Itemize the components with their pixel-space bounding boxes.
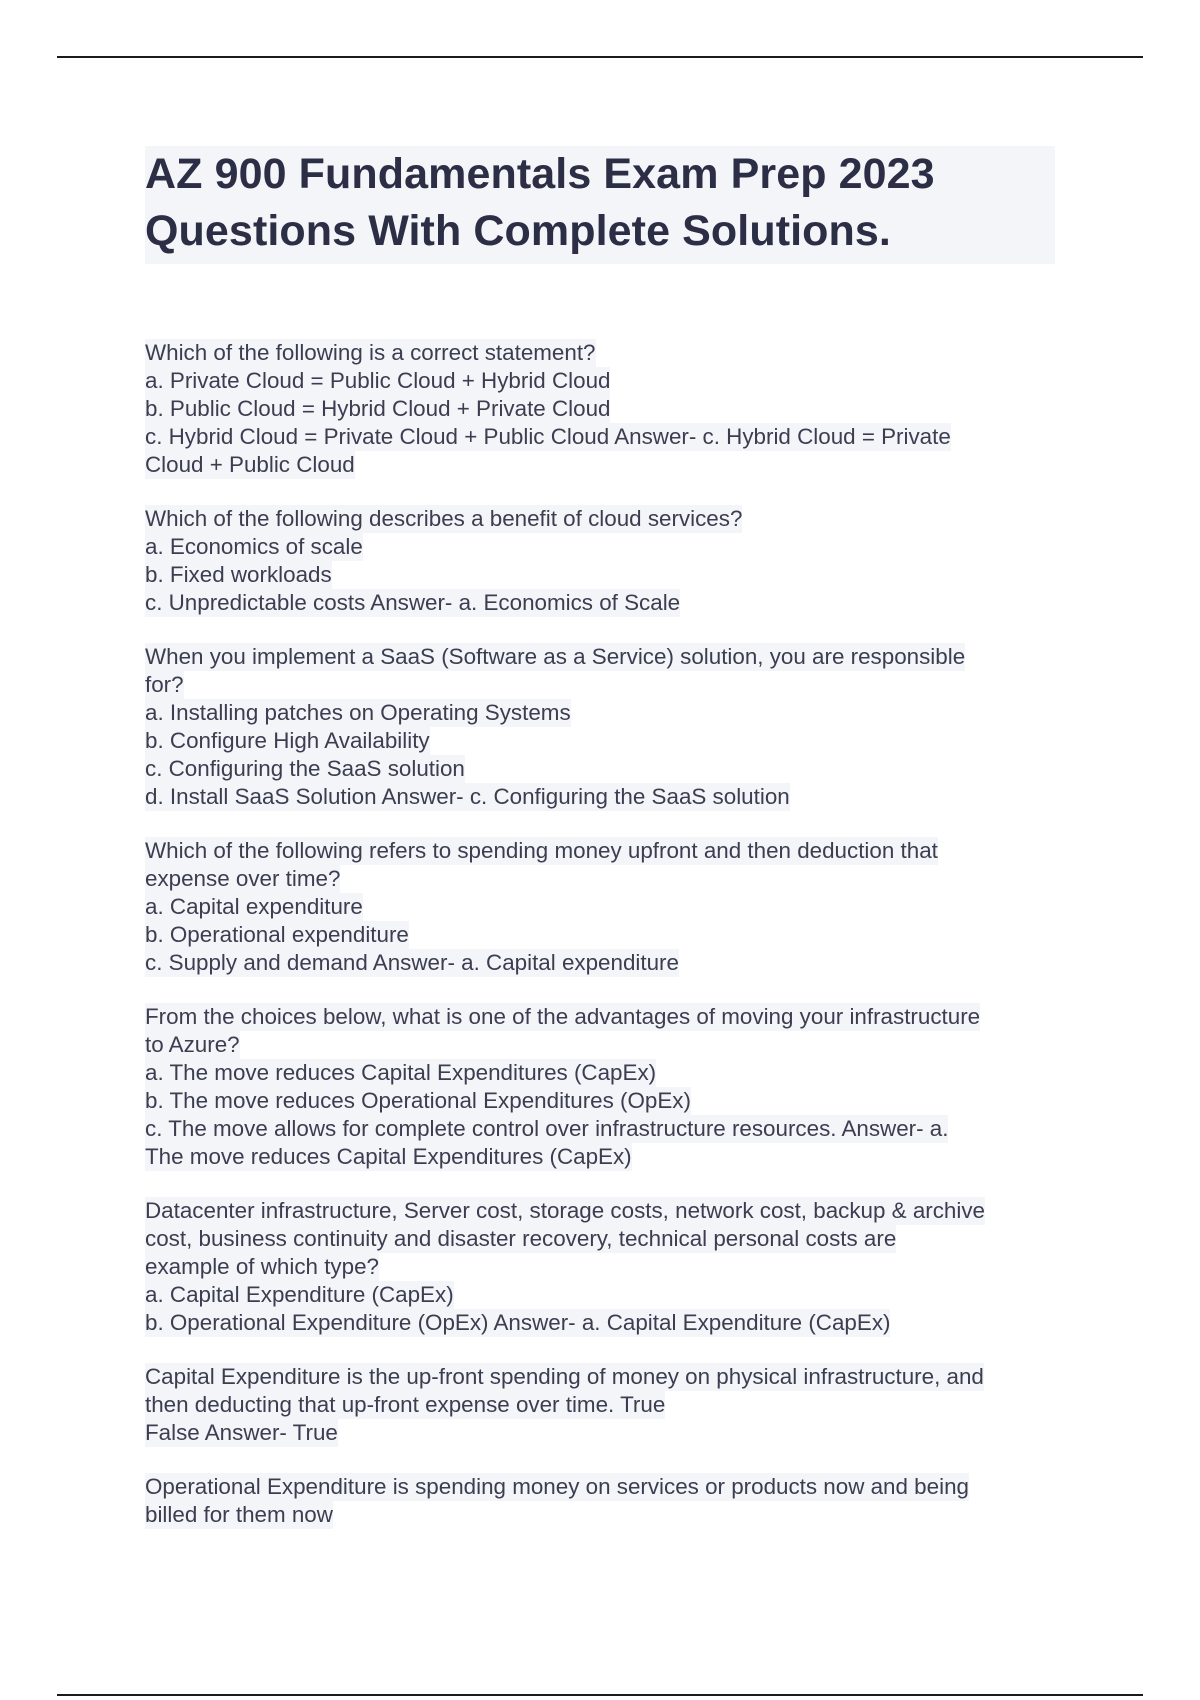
question-line: d. Install SaaS Solution Answer- c. Configuring the SaaS solution [145,784,790,809]
question-block [145,1363,1055,1447]
title-line: AZ 900 Fundamentals Exam Prep 2023 [145,150,935,198]
question-line: Which of the following describes a benefit of cloud services? [145,506,743,531]
question-line: Which of the following is a correct statement? [145,340,596,365]
question-line: Which of the following refers to spending money upfront and then deduction that [145,838,938,863]
question-line: a. Private Cloud = Public Cloud + Hybrid Cloud [145,368,611,393]
question-line: c. Hybrid Cloud = Private Cloud + Public Cloud Answer- c. Hybrid Cloud = Private [145,424,951,449]
question-line: c. Configuring the SaaS solution [145,756,465,781]
question-line: c. Supply and demand Answer- a. Capital expenditure [145,950,679,975]
question-line: When you implement a SaaS (Software as a Service) solution, you are responsible [145,644,966,669]
question-line: example of which type? [145,1254,379,1279]
question-line: c. Unpredictable costs Answer- a. Economics of Scale [145,590,681,615]
question-line: b. Configure High Availability [145,728,430,753]
question-line: b. The move reduces Operational Expenditures (OpEx) [145,1088,691,1113]
footer-rule [57,1694,1143,1696]
question-line: a. Economics of scale [145,534,363,559]
question-block [145,837,1055,977]
question-line: Capital Expenditure is the up-front spending of money on physical infrastructure, and [145,1364,984,1389]
question-line: b. Fixed workloads [145,562,332,587]
question-line: Operational Expenditure is spending money on services or products now and being [145,1474,969,1499]
question-block [145,1473,1055,1529]
question-block [145,1197,1055,1337]
question-block [145,643,1055,811]
question-line: expense over time? [145,866,341,891]
question-line: The move reduces Capital Expenditures (CapEx) [145,1144,632,1169]
question-line: b. Operational Expenditure (OpEx) Answer- a. Capital Expenditure (CapEx) [145,1310,891,1335]
question-line: b. Public Cloud = Hybrid Cloud + Private Cloud [145,396,611,421]
question-line: cost, business continuity and disaster recovery, technical personal costs are [145,1226,897,1251]
question-line: Cloud + Public Cloud [145,452,355,477]
question-line: From the choices below, what is one of the advantages of moving your infrastructure [145,1004,981,1029]
question-line: a. Installing patches on Operating Systems [145,700,571,725]
question-line: a. Capital Expenditure (CapEx) [145,1282,454,1307]
question-line: to Azure? [145,1032,240,1057]
question-line: then deducting that up-front expense over time. True [145,1392,666,1417]
header-rule [57,56,1143,58]
question-line: a. The move reduces Capital Expenditures (CapEx) [145,1060,657,1085]
question-line: c. The move allows for complete control over infrastructure resources. Answer- a. [145,1116,949,1141]
questions-list [145,339,1055,1555]
document-title [145,146,1055,264]
question-line: billed for them now [145,1502,333,1527]
question-line: b. Operational expenditure [145,922,409,947]
question-line: for? [145,672,184,697]
question-line: a. Capital expenditure [145,894,363,919]
title-line: Questions With Complete Solutions. [145,207,891,255]
question-block [145,505,1055,617]
question-line: False Answer- True [145,1420,338,1445]
question-block [145,1003,1055,1171]
question-line: Datacenter infrastructure, Server cost, storage costs, network cost, backup & archive [145,1198,986,1223]
question-block [145,339,1055,479]
